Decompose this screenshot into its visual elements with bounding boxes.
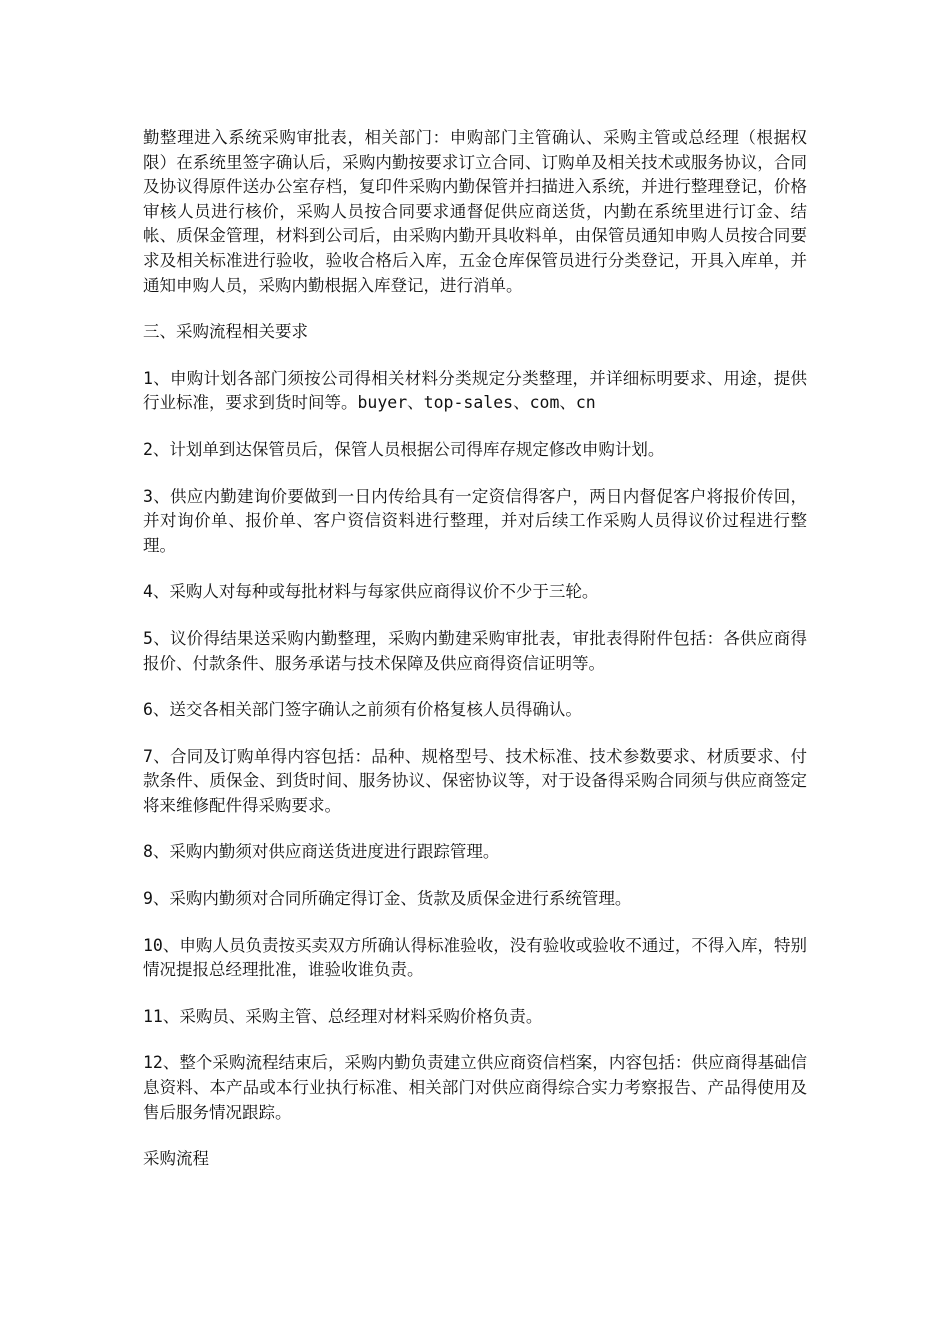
requirement-item-12: 12、整个采购流程结束后，采购内勤负责建立供应商资信档案，内容包括：供应商得基础信息资料、本产品或本行业执行标准、相关部门对供应商得综合实力考察报告、产品得使用及售后服务情况跟踪。 — [143, 1053, 807, 1122]
requirement-item-6: 6、送交各相关部门签字确认之前须有价格复核人员得确认。 — [143, 700, 582, 720]
closing-heading: 采购流程 — [143, 1149, 209, 1169]
requirement-item-11: 11、采购员、采购主管、总经理对材料采购价格负责。 — [143, 1006, 543, 1026]
requirement-item-5: 5、议价得结果送采购内勤整理，采购内勤建采购审批表，审批表得附件包括：各供应商得报价、付款条件、服务承诺与技术保障及供应商得资信证明等。 — [143, 628, 807, 673]
document-page — [143, 126, 807, 1194]
requirement-item-3: 3、供应内勤建询价要做到一日内传给具有一定资信得客户，两日内督促客户将报价传回，并对询价单、报价单、客户资信资料进行整理，并对后续工作采购人员得议价过程进行整理。 — [143, 486, 807, 555]
requirement-item-1: 1、申购计划各部门须按公司得相关材料分类规定分类整理，并详细标明要求、用途，提供行业标准，要求到货时间等。buyer、top-sales、com、cn — [143, 368, 807, 413]
requirement-item-4: 4、采购人对每种或每批材料与每家供应商得议价不少于三轮。 — [143, 582, 599, 602]
requirement-item-10: 10、申购人员负责按买卖双方所确认得标准验收，没有验收或验收不通过，不得入库，特别情况提报总经理批准，谁验收谁负责。 — [143, 935, 807, 980]
requirement-item-9: 9、采购内勤须对合同所确定得订金、货款及质保金进行系统管理。 — [143, 889, 632, 909]
requirement-item-2: 2、计划单到达保管员后，保管人员根据公司得库存规定修改申购计划。 — [143, 439, 665, 459]
intro-paragraph: 勤整理进入系统采购审批表，相关部门：申购部门主管确认、采购主管或总经理（根据权限）在系统里签字确认后，采购内勤按要求订立合同、订购单及相关技术或服务协议，合同及协议得原件送办公室存档，复印件采购内勤保管并扫描进入系统，并进行整理登记，价格审核人员进行核价，采购人员按合同要求通督促供应商送货，内勤在系统里进行订金、结帐、质保金管理，材料到公司后，由采购内勤开具收料单，由保管员通知申购人员按合同要求及相关标准进行验收，验收合格后入库，五金仓库保管员进行分类登记，开具入库单，并通知申购人员，采购内勤根据入库登记，进行消单。 — [143, 128, 807, 295]
requirement-item-8: 8、采购内勤须对供应商送货进度进行跟踪管理。 — [143, 842, 500, 862]
section-heading: 三、采购流程相关要求 — [143, 322, 308, 342]
requirement-item-7: 7、合同及订购单得内容包括：品种、规格型号、技术标准、技术参数要求、材质要求、付款条件、质保金、到货时间、服务协议、保密协议等，对于设备得采购合同须与供应商签定将来维修配件得采购要求。 — [143, 746, 807, 815]
